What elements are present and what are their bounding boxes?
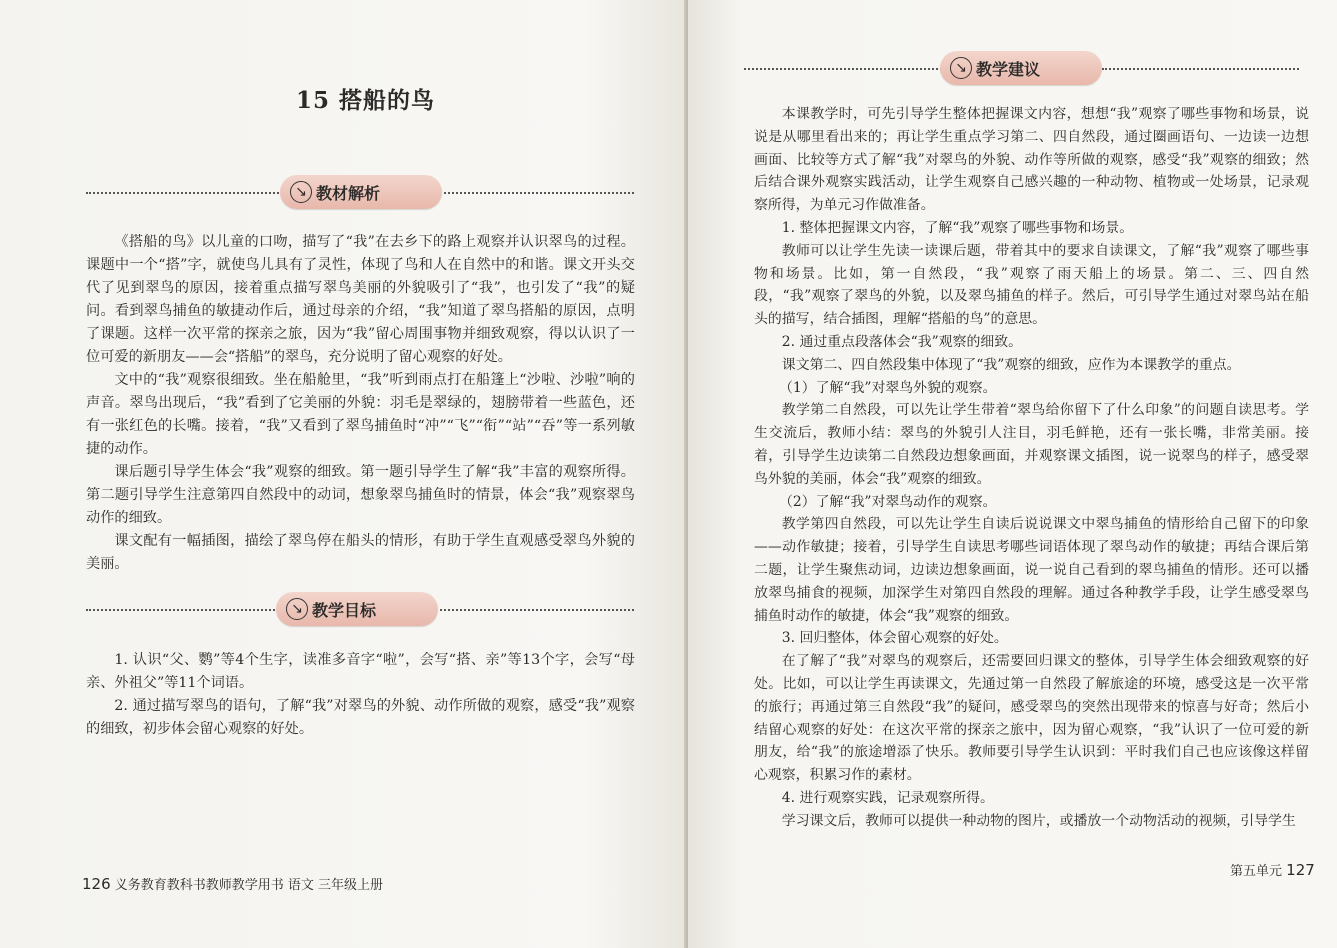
arrow-down-right-icon: ↘ <box>290 181 312 203</box>
page-footer-right <box>1230 860 1315 879</box>
section-label: 教学目标 <box>312 600 377 620</box>
section-header-goals <box>86 592 634 626</box>
dotted-rule <box>1102 68 1299 70</box>
paragraph: 教学第二自然段，可以先让学生带着“翠鸟给你留下了什么印象”的问题自读思考。学生交流后，教师小结：翠鸟的外貌引人注目，羽毛鲜艳，还有一张长嘴，非常美丽。接着，引导学生边读第二自然段边想象画面，并观察课文插图，说一说翠鸟的样子，感受翠鸟外貌的美丽，体会“我”观察的细致。 <box>754 402 1309 487</box>
unit-title: 第五单元 <box>1230 864 1283 879</box>
suggestions-text <box>754 103 1309 833</box>
dotted-rule <box>440 609 634 611</box>
dotted-rule <box>744 68 942 70</box>
arrow-down-right-icon: ↘ <box>950 57 972 79</box>
paragraph: 学习课文后，教师可以提供一种动物的图片，或播放一个动物活动的视频，引导学生 <box>781 812 1296 829</box>
paragraph: 在了解了“我”对翠鸟的观察后，还需要回归课文的整体，引导学生体会细致观察的好处。比如，可以让学生再读课文，先通过第一自然段了解旅途的环境，感受这是一次平常的旅行；再通过第三自然段“我”的疑问，感受翠鸟的突然出现带来的惊喜与好奇；然后小结留心观察的好处：在这次平常的探亲之旅中，因为留心观察，“我”认识了一位可爱的新朋友，给“我”的旅途增添了快乐。教师要引导学生认识到：平时我们自己也应该像这样留心观察，积累习作的素材。 <box>754 653 1309 784</box>
paragraph: 1. 整体把握课文内容，了解“我”观察了哪些事物和场景。 <box>781 219 1134 236</box>
dotted-rule <box>86 609 282 611</box>
arrow-down-right-icon: ↘ <box>286 598 308 620</box>
book-title: 义务教育教科书教师教学用书 语文 三年级上册 <box>114 878 384 893</box>
section-pill <box>276 592 438 626</box>
paragraph: 教学第四自然段，可以先让学生自读后说说课文中翠鸟捕鱼的情形给自己留下的印象——动作敏捷；接着，引导学生自读思考哪些词语体现了翠鸟动作的敏捷；再结合课后第二题，让学生聚焦动词，边读边想象画面，说一说自己看到的翠鸟捕鱼的情形。还可以播放翠鸟捕食的视频，加深学生对第四自然段的理解。通过各种教学手段，让学生感受翠鸟捕鱼时动作的敏捷，体会“我”观察的细致。 <box>754 516 1309 624</box>
section-label: 教学建议 <box>976 59 1041 79</box>
paragraph: 2. 通过描写翠鸟的语句，了解“我”对翠鸟的外貌、动作所做的观察，感受“我”观察的细致，初步体会留心观察的好处。 <box>86 698 635 737</box>
section-label: 教材解析 <box>316 183 381 203</box>
page-footer-left <box>82 874 383 893</box>
page-number: 127 <box>1286 861 1315 879</box>
section-pill <box>280 175 442 209</box>
paragraph: 2. 通过重点段落体会“我”观察的细致。 <box>781 333 1023 350</box>
dotted-rule <box>444 192 634 194</box>
dotted-rule <box>86 192 286 194</box>
paragraph: 课后题引导学生体会“我”观察的细致。第一题引导学生了解“我”丰富的观察所得。第二题引导学生注意第四自然段中的动词，想象翠鸟捕鱼时的情景，体会“我”观察翠鸟动作的细致。 <box>86 464 635 526</box>
paragraph: 1. 认识“父、鹦”等4个生字，读准多音字“啦”，会写“搭、亲”等13个字，会写“母亲、外祖父”等11个词语。 <box>86 652 635 691</box>
paragraph: 4. 进行观察实践，记录观察所得。 <box>781 789 994 806</box>
paragraph: 教师可以让学生先读一读课后题，带着其中的要求自读课文，了解“我”观察了哪些事物和场景。比如，第一自然段，“我”观察了雨天船上的场景。第二、三、四自然段，“我”观察了翠鸟的外貌，以及翠鸟捕鱼的样子。然后，可引导学生通过对翠鸟站在船头的描写，结合插图，理解“搭船的鸟”的意思。 <box>754 242 1309 328</box>
right-page <box>688 0 1337 948</box>
paragraph: （1）了解“我”对翠鸟外貌的观察。 <box>779 379 997 396</box>
goals-text <box>86 649 635 741</box>
paragraph: 《搭船的鸟》以儿童的口吻，描写了“我”在去乡下的路上观察并认识翠鸟的过程。课题中一个“搭”字，就使鸟儿具有了灵性，体现了鸟和人在自然中的和谐。课文开头交代了见到翠鸟的原因，接着重点描写翠鸟美丽的外貌吸引了“我”，也引发了“我”的疑问。看到翠鸟捕鱼的敏捷动作后，通过母亲的介绍，“我”知道了翠鸟搭船的原因，点明了课题。这样一次平常的探亲之旅，因为“我”留心周围事物并细致观察，得以认识了一位可爱的新朋友——会“搭船”的翠鸟，充分说明了留心观察的好处。 <box>86 234 635 365</box>
section-pill <box>940 51 1102 85</box>
paragraph: （2）了解“我”对翠鸟动作的观察。 <box>779 493 997 510</box>
section-header-analysis <box>86 175 634 209</box>
paragraph: 文中的“我”观察很细致。坐在船舱里，“我”听到雨点打在船篷上“沙啦、沙啦”响的声音。翠鸟出现后，“我”看到了它美丽的外貌：羽毛是翠绿的，翅膀带着一些蓝色，还有一张红色的长嘴。接着，“我”又看到了翠鸟捕鱼时“冲”“飞”“衔”“站”“吞”等一系列敏捷的动作。 <box>86 372 635 457</box>
paragraph: 课文配有一幅插图，描绘了翠鸟停在船头的情形，有助于学生直观感受翠鸟外貌的美丽。 <box>86 533 635 572</box>
paragraph: 本课教学时，可先引导学生整体把握课文内容，想想“我”观察了哪些事物和场景，说说是从哪里看出来的；再让学生重点学习第二、四自然段，通过圈画语句、一边读一边想画面、比较等方式了解“我”对翠鸟的外貌、动作等所做的观察，感受“我”观察的细致；然后结合课外观察实践活动，让学生观察自己感兴趣的一种动物、植物或一处场景，记录观察所得，为单元习作做准备。 <box>754 106 1309 214</box>
page-number: 126 <box>82 875 111 893</box>
section-header-suggestions <box>744 51 1299 85</box>
analysis-text <box>86 231 635 576</box>
page-title: 15 搭船的鸟 <box>296 87 436 114</box>
paragraph: 3. 回归整体，体会留心观察的好处。 <box>781 630 1008 647</box>
paragraph: 课文第二、四自然段集中体现了“我”观察的细致，应作为本课教学的重点。 <box>781 356 1241 373</box>
